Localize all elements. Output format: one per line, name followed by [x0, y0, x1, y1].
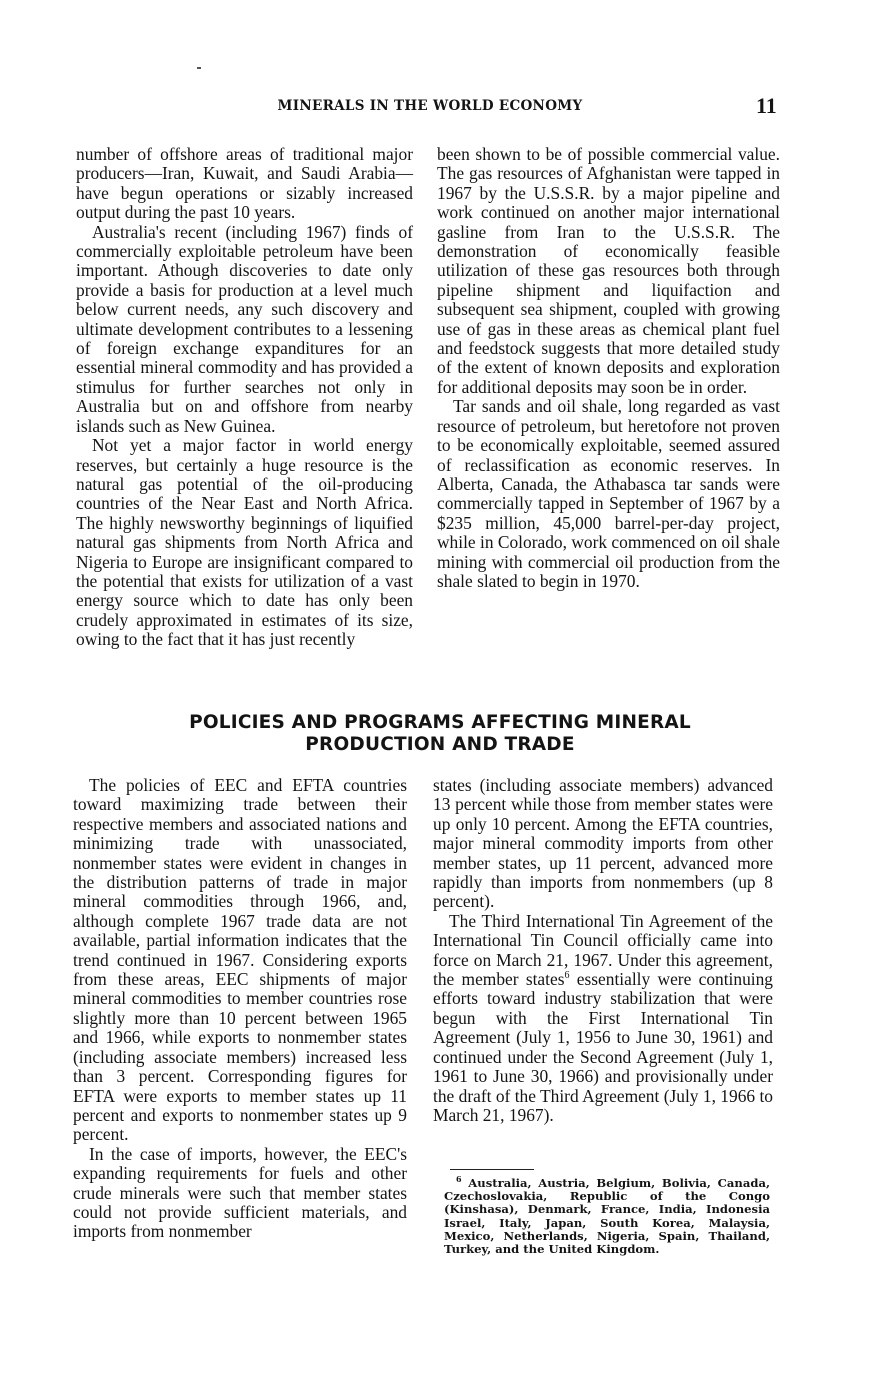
paragraph-text: The Third International Tin Agreement of the International Tin Council officially came into force on March 21, 1967. Under this agreement, the member states — [433, 910, 773, 990]
paragraph: been shown to be of possible commercial value. The gas resources of Afghanistan were tapped in 1967 by the U.S.S.R. by a major pipeline and work continued on another major international gasline from Iran to the U.S.S.R. The demonstration of economically feasible utilization of these gas resources both through pipeline shipment and liquifaction and subsequent sea shipment, coupled with growing use of gas in these areas as chemical plant fuel and feedstock suggests that more detailed study of the extent of known deposits and exploration for additional deposits may soon be in order. — [437, 144, 780, 397]
paragraph: Not yet a major factor in world energy reserves, but certainly a huge resource is the natural gas potential of the oil-producing countries of the Near East and North Africa. The highly newsworthy beginnings of liquified natural gas shipments from North Africa and Nigeria to Europe are insignificant compared to the potential that exists for utilization of a vast energy source which to date has only been crudely approximated in estimates of its size, owing to the fact that it has just recently — [76, 435, 413, 650]
bottom-column-right — [433, 776, 773, 1125]
paragraph: states (including associate members) advanced 13 percent while those from member states were up only 10 percent. Among the EFTA countries, major mineral commodity imports from other member states, up 11 percent, advanced more rapidly than imports from nonmembers (up 8 percent). — [433, 775, 773, 912]
section-heading-line-2: PRODUCTION AND TRADE — [305, 734, 575, 755]
section-heading-line-1: POLICIES AND PROGRAMS AFFECTING MINERAL — [189, 712, 691, 733]
bottom-column-left — [73, 776, 407, 1242]
footnote-reference: 6 — [564, 970, 570, 982]
paragraph: number of offshore areas of traditional major producers—Iran, Kuwait, and Saudi Arabia—have begun operations or sizably increased output during the past 10 years. — [76, 144, 413, 223]
paragraph: The policies of EEC and EFTA countries toward maximizing trade between their respective members and associated nations and minimizing trade with unassociated, nonmember states were evident in changes in the distribution patterns of trade in major mineral commodities through 1966, and, although complete 1967 trade data are not available, partial information indicates that the trend continued in 1967. Considering exports from these areas, EEC shipments of major mineral commodities to member countries rose slightly more than 10 percent between 1965 and 1966, while exports to nonmember states (including associate members) increased less than 3 percent. Corresponding figures for EFTA were exports to member states up 11 percent and exports to nonmember states up 9 percent. — [73, 775, 407, 1145]
footnote-divider — [450, 1169, 534, 1170]
paragraph-text: essentially were continuing efforts toward industry stabilization that were begun with the First International Tin Agreement (July 1, 1956 to June 30, 1961) and continued under the Second Agreement (July 1, 1961 to June 30, 1966) and provisionally under the draft of the Third Agreement (July 1, 1966 to March 21, 1967). — [433, 969, 773, 1125]
footnote — [444, 1174, 770, 1257]
footnote-marker: 6 — [456, 1174, 462, 1185]
paragraph: In the case of imports, however, the EEC's expanding requirements for fuels and other crude minerals were such that member states could not provide sufficient materials, and imports from nonmember — [73, 1143, 407, 1242]
section-heading — [150, 712, 730, 756]
footnote-text: Australia, Austria, Belgium, Bolivia, Canada, Czechoslovakia, Republic of the Congo (Kinshasa), Denmark, France, India, Indonesia Israel, Italy, Japan, South Korea, Malaysia, Mexico, Netherlands, Nigeria, Spain, Thailand, Turkey, and the United Kingdom. — [444, 1176, 770, 1257]
paragraph: Australia's recent (including 1967) finds of commercially exploitable petroleum have been important. Athough discoveries to date only provide a basis for production at a level much below current needs, any such discovery and ultimate development contributes to a lessening of foreign exchange expanditures for an essential mineral commodity and has provided a stimulus for further searches not only in Australia but on and offshore from nearby islands such as New Guinea. — [76, 221, 413, 436]
scan-mark — [197, 67, 201, 69]
page-number: 11 — [756, 93, 777, 118]
top-column-left — [76, 145, 413, 650]
top-column-right — [437, 145, 780, 591]
running-title: MINERALS IN THE WORLD ECONOMY — [277, 98, 583, 114]
paragraph — [433, 912, 773, 1125]
paragraph: Tar sands and oil shale, long regarded as vast resource of petroleum, but heretofore not proven to be economically exploitable, seemed assured of reclassification as economic reserves. In Alberta, Canada, the Athabasca tar sands were commercially tapped in September of 1967 by a $235 million, 45,000 barrel-per-day project, while in Colorado, work commenced on oil shale mining with commercial oil production from the shale slated to begin in 1970. — [437, 396, 780, 591]
